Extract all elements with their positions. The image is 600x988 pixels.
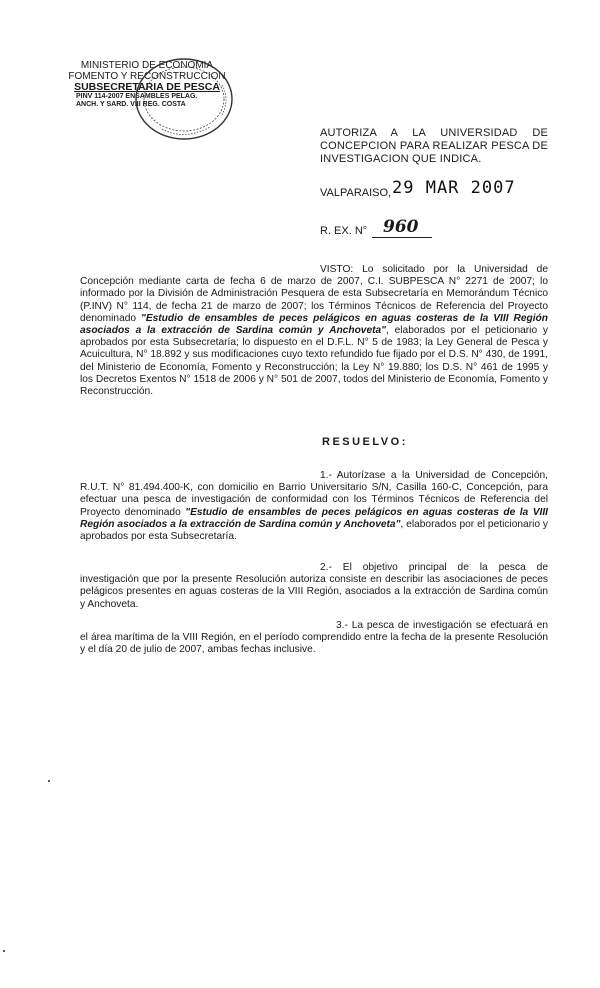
letterhead-reference: PINV 114-2007 ENSAMBLES PELAG. — [76, 93, 198, 100]
scan-speck — [3, 950, 5, 952]
resolution-number: 960 — [383, 217, 419, 237]
item-1-text: 1.- Autorízase a la Universidad de Concepción, R.U.T. N° 81.494.400-K, con domicilio en Barrio Universitario S/N, Casilla 160-C, Concepción, para efectuar una pesca de investigación de conformidad con los Términos Técnicos de Referencia del Proyecto denominado — [80, 470, 548, 518]
visto-text-1: VISTO: Lo solicitado por la Universidad de Concepción mediante carta de fecha 6 de marzo de 2007, C.I. SUBPESCA N° 2271 de 2007; lo informado por la División de Administración Pesquera de esta Subsecretaría en Memorándum Técnico (P.INV) N° 114, de fecha 21 de marzo de 2007; los Términos Técnicos de Referencia del Proyecto denominado — [80, 264, 548, 324]
resolution-number-line — [320, 218, 480, 240]
scan-speck — [48, 780, 50, 782]
item-1-project-name: "Estudio de ensambles de peces pelágicos en aguas costeras de la VIII Región asociados a la extracción de Sardina común y Anchoveta" — [80, 506, 548, 530]
visto-text-2: , elaborados por el peticionario y aprobados por esta Subsecretaría; lo dispuesto en el D.F.L. N° 5 de 1983; la Ley General de Pesca y Acuicultura, N° 18.892 y sus modificaciones cuyo texto refundido fue fijado por el D.S. N° 430, de 1991, del Ministerio de Economía, Fomento y Reconstrucción; la Ley N° 19.880; los D.S. N° 461 de 1995 y los Decretos Exentos N° 1518 de 2006 y N° 501 de 2007, todos del Ministerio de Economía, Fomento y Reconstrucción. — [80, 325, 548, 398]
visto-project-name: "Estudio de ensambles de peces pelágicos en aguas costeras de la VIII Región asociados a la extracción de Sardina común y Anchoveta" — [80, 312, 548, 337]
item-1-text-end: , elaborados por el peticionario y aprobados por esta Subsecretaría. — [80, 518, 549, 543]
date-stamp: 29 MAR 2007 — [392, 178, 516, 198]
resolution-label: R. EX. N° — [320, 225, 368, 237]
resolution-underline — [372, 237, 432, 238]
date-label: VALPARAISO, — [320, 187, 392, 199]
letterhead-ministry: MINISTERIO DE ECONOMIA — [80, 60, 214, 71]
resolution-item-1 — [80, 470, 548, 543]
item-2-text: 2.- El objetivo principal de la pesca de investigación que por la presente Resolución autoriza consiste en describir las asociaciones de peces pelágicos presentes en aguas costeras de la VIII Región, asociados a la extracción de Sardina común y Anchoveta. — [80, 562, 548, 610]
round-office-seal-icon — [132, 55, 236, 143]
date-line — [320, 178, 560, 204]
resolution-item-2 — [80, 562, 548, 611]
letterhead-ministry-2: FOMENTO Y RECONSTRUCCION — [68, 71, 226, 82]
document-title: AUTORIZA A LA UNIVERSIDAD DE CONCEPCION PARA REALIZAR PESCA DE INVESTIGACION QUE INDICA. — [320, 127, 548, 165]
item-3-text: 3.- La pesca de investigación se efectuará en el área marítima de la VIII Región, en el período comprendido entre la fecha de la presente Resolución y el día 20 de julio de 2007, ambas fechas inclusive. — [80, 620, 548, 656]
visto-paragraph — [80, 264, 548, 398]
letterhead-reference-2: ANCH. Y SARD. VIII REG. COSTA — [76, 101, 186, 108]
resuelvo-heading: RESUELVO: — [322, 436, 408, 448]
resolution-item-3 — [80, 620, 548, 657]
letterhead-subsecretaria: SUBSECRETARIA DE PESCA — [74, 81, 220, 93]
